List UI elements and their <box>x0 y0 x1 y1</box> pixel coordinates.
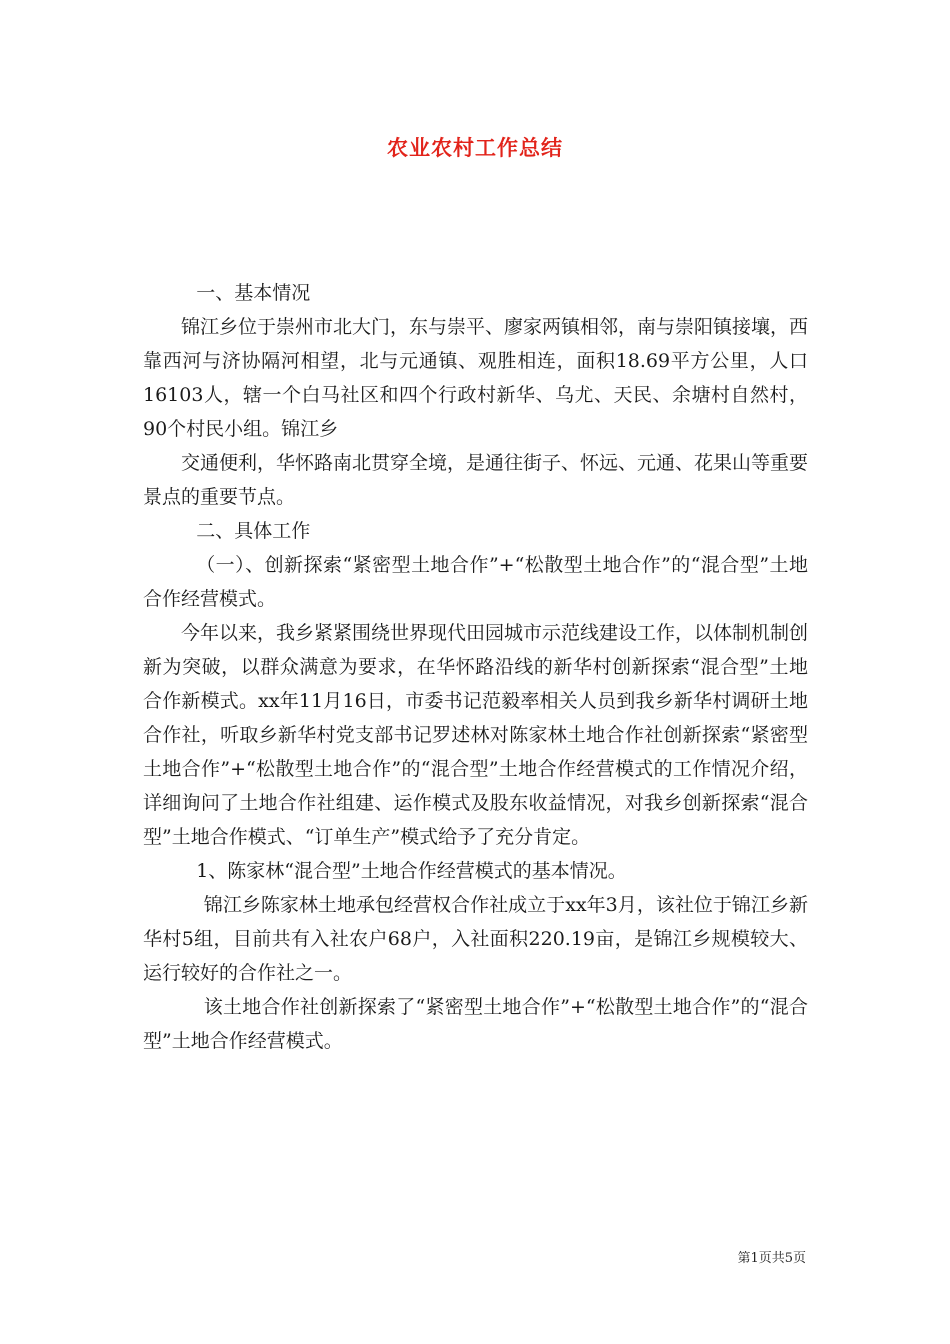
paragraph-cooperative-model: 该土地合作社创新探索了“紧密型土地合作”+“松散型土地合作”的“混合型”土地合作经营模式。 <box>143 996 808 1052</box>
section-heading-basic: 一、基本情况 <box>196 282 311 304</box>
paragraph-cooperative-intro: 锦江乡陈家林土地承包经营权合作社成立于xx年3月，该社位于锦江乡新华村5组，目前共有入社农户68户，入社面积220.19亩，是锦江乡规模较大、运行较好的合作社之一。 <box>143 894 808 984</box>
page-number: 第1页共5页 <box>737 1251 806 1266</box>
paragraph-location: 锦江乡位于崇州市北大门，东与崇平、廖家两镇相邻，南与崇阳镇接壤，西靠西河与济协隔河相望，北与元通镇、观胜相连，面积18.69平方公里，人口16103人，辖一个白马社区和四个行政村新华、乌尤、天民、余塘村自然村，90个村民小组。锦江乡 <box>143 316 809 440</box>
item-heading-chenjialin: 1、陈家林“混合型”土地合作经营模式的基本情况。 <box>196 860 627 882</box>
paragraph-transport: 交通便利，华怀路南北贯穿全境，是通往街子、怀远、元通、花果山等重要景点的重要节点。 <box>143 452 809 508</box>
document-body <box>143 276 808 1058</box>
paragraph-this-year: 今年以来，我乡紧紧围绕世界现代田园城市示范线建设工作，以体制机制创新为突破，以群众满意为要求，在华怀路沿线的新华村创新探索“混合型”土地合作新模式。xx年11月16日，市委书记范毅率相关人员到我乡新华村调研土地合作社，听取乡新华村党支部书记罗述林对陈家林土地合作社创新探索“紧密型土地合作”+“松散型土地合作”的“混合型”土地合作经营模式的工作情况介绍，详细询问了土地合作社组建、运作模式及股东收益情况，对我乡创新探索“混合型”土地合作模式、“订单生产”模式给予了充分肯定。 <box>143 622 809 848</box>
page-title: 农业农村工作总结 <box>387 135 563 160</box>
section-heading-work: 二、具体工作 <box>196 520 311 542</box>
subsection-heading-innovation: （一）、创新探索“紧密型土地合作”+“松散型土地合作”的“混合型”土地合作经营模式。 <box>143 554 808 610</box>
